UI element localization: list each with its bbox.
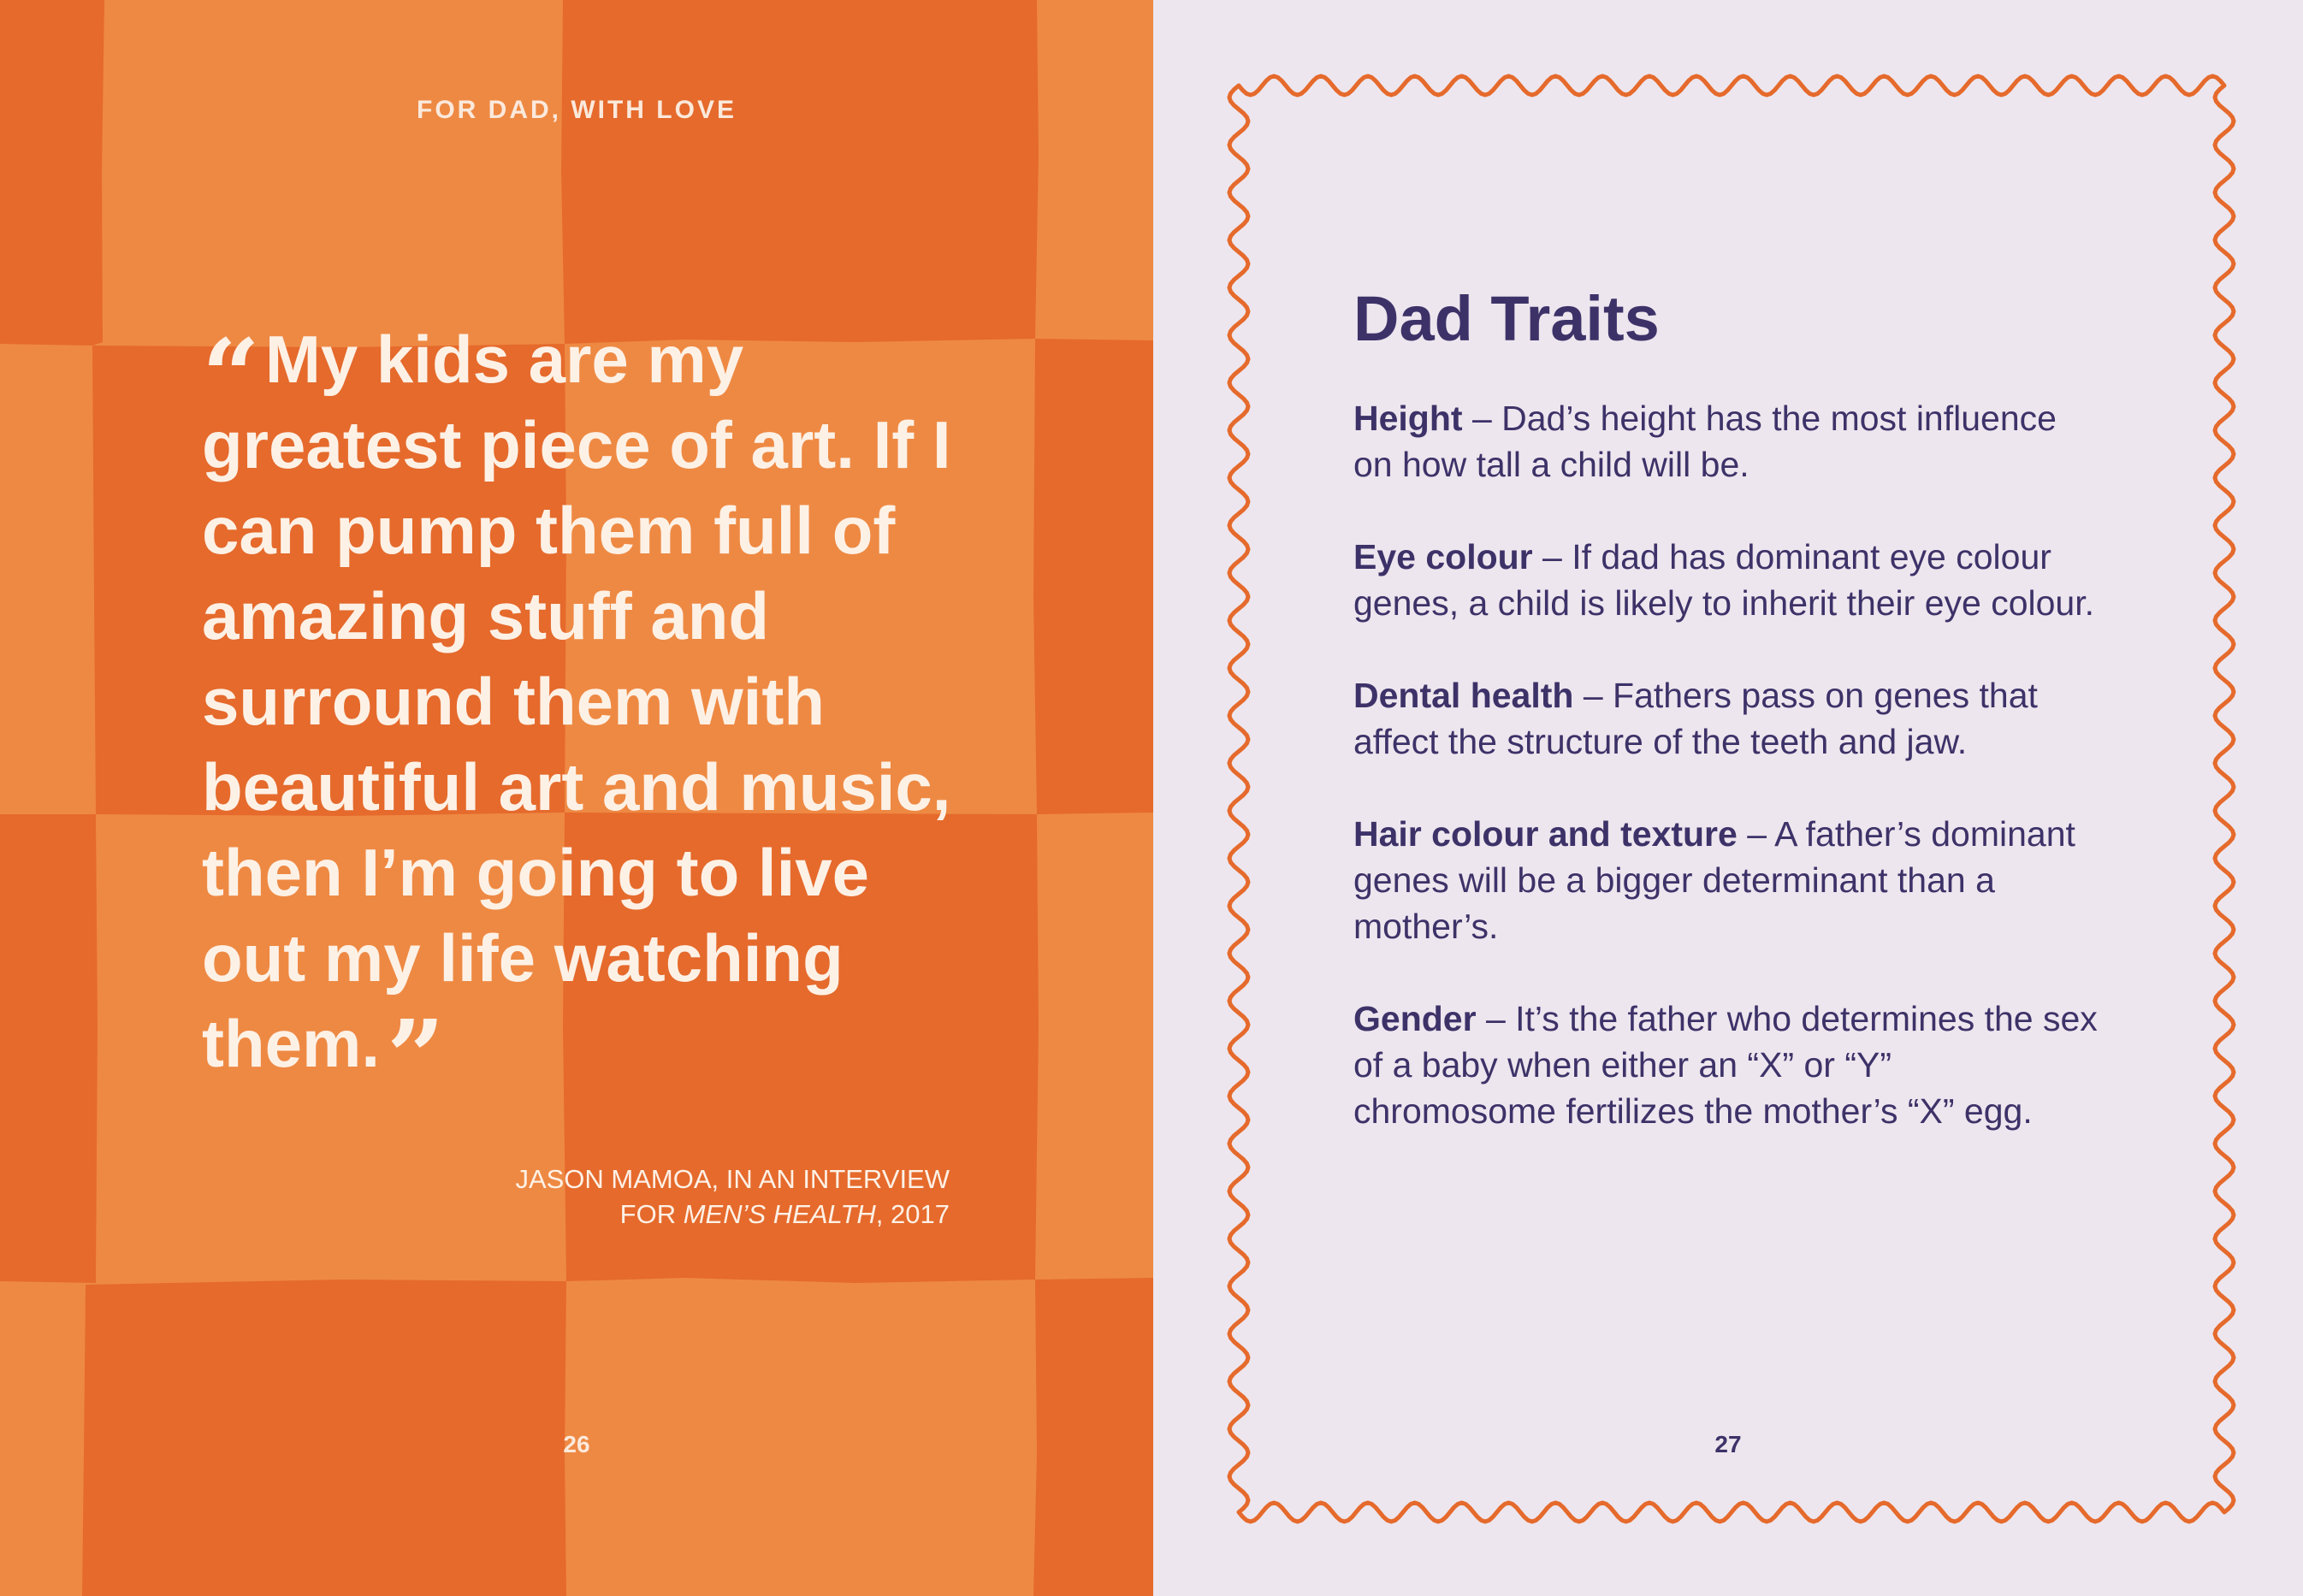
trait-name: Hair colour and texture <box>1353 814 1738 854</box>
trait-text: – It’s the father who determines the sex of a baby when either an “X” or “Y” chromosome fertilizes the mother’s “X” egg. <box>1353 999 2098 1131</box>
trait-name: Dental health <box>1353 676 1574 715</box>
attribution-line-1: JASON MAMOA, IN AN INTERVIEW <box>515 1164 950 1194</box>
attribution-suffix: , 2017 <box>875 1199 950 1229</box>
open-quote-mark: “ <box>202 316 260 435</box>
traits-list <box>1353 395 2098 1180</box>
attribution-publication: MEN’S HEALTH <box>683 1199 876 1229</box>
trait-item <box>1353 811 2098 949</box>
trait-text: – Fathers pass on genes that affect the structure of the teeth and jaw. <box>1353 676 2038 761</box>
trait-text: – Dad’s height has the most influence on how tall a child will be. <box>1353 399 2057 484</box>
trait-name: Gender <box>1353 999 1477 1038</box>
trait-item <box>1353 672 2098 765</box>
trait-item <box>1353 395 2098 488</box>
page-title: Dad Traits <box>1353 283 1660 354</box>
trait-text: – If dad has dominant eye colour genes, a child is likely to inherit their eye colour. <box>1353 537 2095 623</box>
trait-name: Eye colour <box>1353 537 1533 576</box>
trait-item <box>1353 996 2098 1134</box>
pull-quote <box>202 316 972 1116</box>
attribution-line-2 <box>202 1197 950 1232</box>
quote-attribution <box>202 1162 950 1232</box>
trait-text: – A father’s dominant genes will be a bigger determinant than a mother’s. <box>1353 814 2075 946</box>
running-head: FOR DAD, WITH LOVE <box>417 96 737 124</box>
right-page <box>1153 0 2303 1596</box>
quote-text: My kids are my greatest piece of art. If I can pump them full of amazing stuff and surround them with beautiful art and music, then I’m going to live out my life watching them. <box>202 322 951 1081</box>
attribution-prefix: FOR <box>619 1199 684 1229</box>
close-quote-mark: ” <box>387 997 445 1116</box>
page-number-left: 26 <box>563 1431 590 1457</box>
trait-name: Height <box>1353 399 1463 438</box>
trait-item <box>1353 534 2098 626</box>
page-number-right: 27 <box>1714 1431 1742 1457</box>
